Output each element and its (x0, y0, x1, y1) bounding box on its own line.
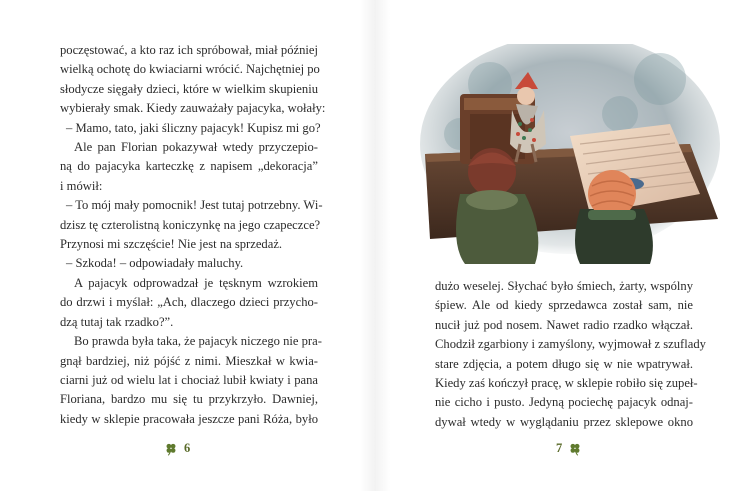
text-line: stare zdjęcia, a potem długo się w nie wpatrywał. (435, 356, 693, 371)
page-number-right (556, 441, 582, 456)
page-number: 6 (184, 441, 191, 455)
text-line: Kiedy zaś kończył pracę, w sklepie robiło się zupeł- (435, 376, 698, 391)
text-line: kiedy w sklepie pracowała jeszcze pani Róża, było (60, 411, 318, 426)
text-line: Ale pan Florian pokazywał wtedy przyczepio- (74, 140, 318, 155)
clover-icon (164, 442, 178, 456)
text-line: Bo prawda była taka, że pajacyk niczego nie pra- (74, 334, 322, 349)
text-line: dywał wtedy w wyglądaniu przez sklepowe okno (435, 414, 693, 429)
right-page-text (435, 277, 706, 432)
text-line: nie cicho i pusto. Jedyną pociechę pajacyk odnaj- (435, 395, 693, 410)
text-line: śpiew. Ale od kiedy sprzedawca został sam, nie (435, 298, 693, 313)
text-line: Chodził zgarbiony i zamyślony, wyjmował z szuflady (435, 337, 706, 352)
text-line: – Mamo, tato, jaki śliczny pajacyk! Kupisz mi go? (66, 120, 321, 135)
text-line: ną do pajacyka karteczkę z napisem „dekoracja” (60, 159, 318, 174)
page-number-left (164, 441, 190, 456)
text-line: A pajacyk odprowadzał je tęsknym wzrokiem (74, 275, 318, 290)
text-line: nucił już pod nosem. Nawet radio rzadko włączał. (435, 317, 693, 332)
text-line: Floriana, bardzo mu się tu przykrzyło. Dawniej, (60, 392, 318, 407)
page-number: 7 (556, 441, 563, 455)
page-gutter (360, 0, 390, 491)
text-line: dzisz tę czterolistną koniczynkę na jego czapeczce? (60, 217, 321, 232)
text-line: dużo weselej. Słychać było śmiech, żarty, wspólny (435, 279, 693, 293)
text-line: Przynosi mi szczęście! Nie jest na sprzedaż. (60, 237, 283, 252)
clover-icon (568, 442, 582, 456)
text-line: wielką ochotę do kwiaciarni wrócić. Najchętniej po (60, 62, 320, 77)
text-line: gnął bardziej, niż pójść z nimi. Mieszkał w kwia- (60, 353, 318, 368)
text-line: słodycze sięgały dzieci, które w wielkim skupieniu (60, 81, 318, 96)
text-line: – Szkoda! – odpowiadały maluchy. (66, 256, 244, 271)
text-line: – To mój mały pomocnik! Jest tutaj potrzebny. Wi- (66, 198, 323, 213)
illustration (420, 44, 720, 264)
text-line: ciarni już od wielu lat i chociaż lubił kwiaty i pana (60, 372, 318, 387)
left-page-text (60, 41, 326, 429)
text-line: i mówił: (60, 178, 103, 193)
text-line: wybierały smak. Kiedy zauważały pajacyka, wołały: (60, 101, 326, 116)
text-line: dzą tutaj tak rzadko?”. (60, 314, 174, 329)
text-line: poczęstować, a kto raz ich spróbował, miał później (60, 43, 318, 57)
text-line: do drzwi i myślał: „Ach, dlaczego dzieci przycho- (60, 295, 318, 310)
